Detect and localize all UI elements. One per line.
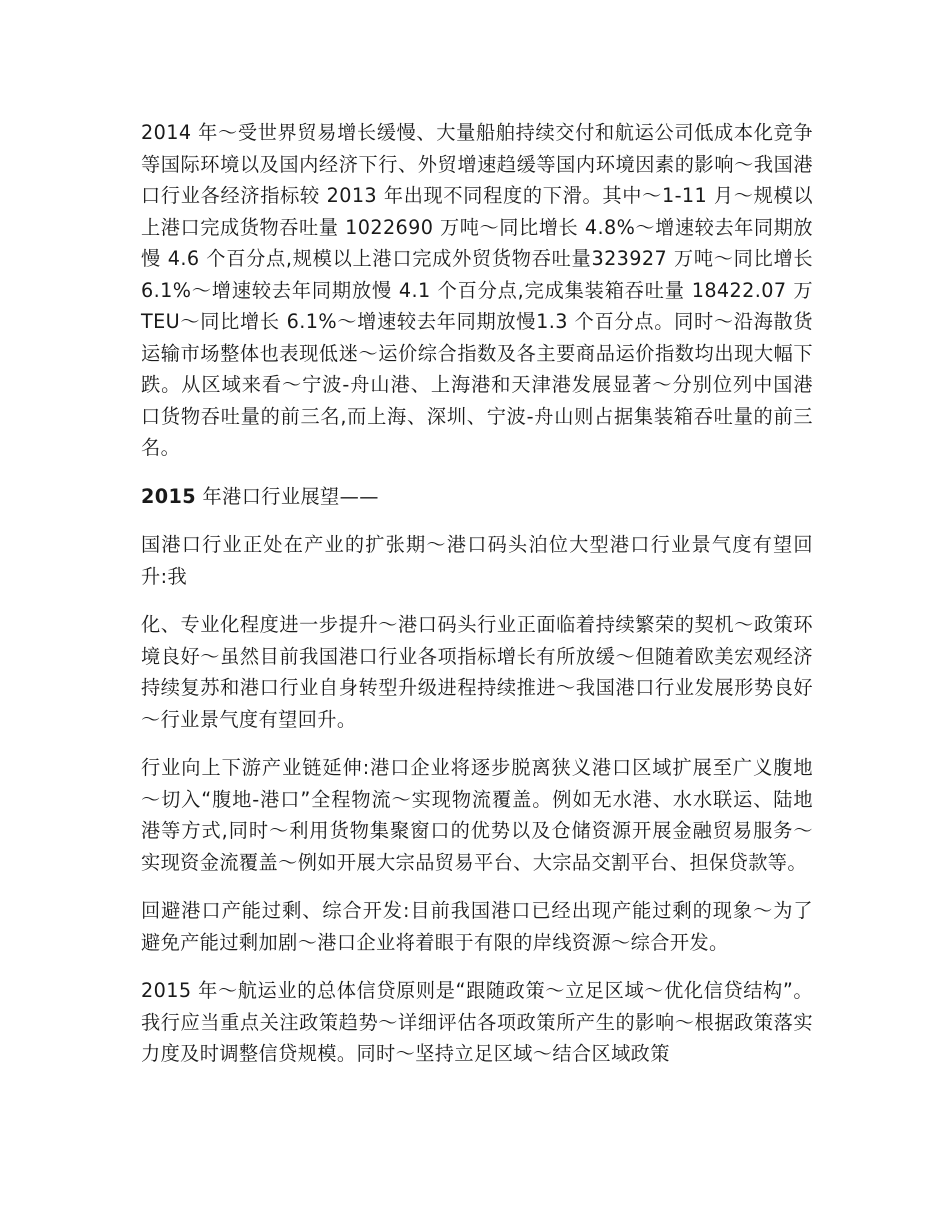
paragraph-overcapacity: 回避港口产能过剩、综合开发:目前我国港口已经出现产能过剩的现象～为了避免产能过剩加剧～港口企业将着眼于有限的岸线资源～综合开发。 — [141, 899, 813, 954]
paragraph-2014-review: 2014 年～受世界贸易增长缓慢、大量船舶持续交付和航运公司低成本化竞争等国际环境以及国内经济下行、外贸增速趋缓等国内环境因素的影响～我国港口行业各经济指标较 2013 年出现不同程度的下滑。其中～1-11 月～规模以上港口完成货物吞吐量 1022690 万吨～同比增长 4.8%～增速较去年同期放慢 4.6 个百分点,规模以上港口完成外贸货物吞吐量323927 万吨～同比增长 6.1%～增速较去年同期放慢 4.1 个百分点,完成集装箱吞吐量 18422.07 万 TEU～同比增长 6.1%～增速较去年同期放慢1.3 个百分点。同时～沿海散货运输市场整体也表现低迷～运价综合指数及各主要商品运价指数均出现大幅下跌。从区域来看～宁波-舟山港、上海港和天津港发展显著～分别位列中国港口货物吞吐量的前三名,而上海、深圳、宁波-舟山则占据集装箱吞吐量的前三名。 — [141, 121, 813, 459]
paragraph-credit-policy: 2015 年～航运业的总体信贷原则是“跟随政策～立足区域～优化信贷结构”。我行应当重点关注政策趋势～详细评估各项政策所产生的影响～根据政策落实力度及时调整信贷规模。同时～坚持立足区域～结合区域政策 — [141, 979, 813, 1065]
heading-year: 2015 — [141, 484, 197, 508]
section-heading-2015-outlook — [141, 481, 813, 513]
paragraph-value-chain: 行业向上下游产业链延伸:港口企业将逐步脱离狭义港口区域扩展至广义腹地～切入“腹地-港口”全程物流～实现物流覆盖。例如无水港、水水联运、陆地港等方式,同时～利用货物集聚窗口的优势以及仓储资源开展金融贸易服务～实现资金流覆盖～例如开展大宗品贸易平台、大宗品交割平台、担保贷款等。 — [141, 756, 813, 874]
document-body — [141, 117, 813, 1087]
paragraph-industry-prospects: 化、专业化程度进一步提升～港口码头行业正面临着持续繁荣的契机～政策环境良好～虽然目前我国港口行业各项指标增长有所放缓～但随着欧美宏观经济持续复苏和港口行业自身转型升级进程持续推进～我国港口行业发展形势良好～行业景气度有望回升。 — [141, 613, 813, 731]
paragraph-industry-expansion: 国港口行业正处在产业的扩张期～港口码头泊位大型港口行业景气度有望回升:我 — [141, 533, 813, 588]
heading-text: 年港口行业展望—— — [196, 484, 379, 508]
